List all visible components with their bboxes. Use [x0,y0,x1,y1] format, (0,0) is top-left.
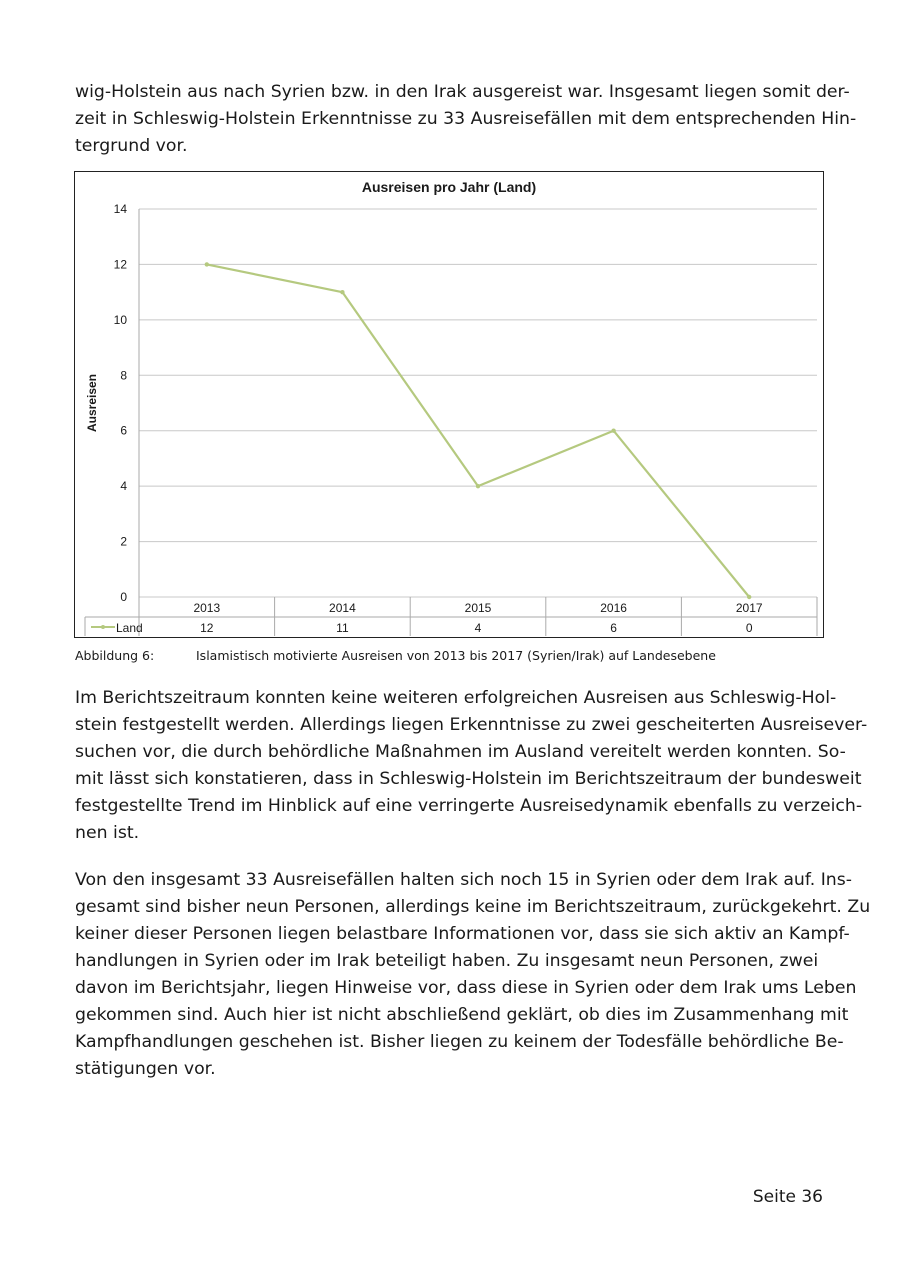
paragraph-line: stein festgestellt werden. Allerdings liegen Erkenntnisse zu zwei gescheiterten Ausreisever- [75,715,868,735]
data-table-value: 12 [200,621,214,635]
data-table-value: 11 [336,621,349,635]
x-tick-label: 2016 [600,601,627,615]
data-point [205,262,209,266]
paragraph-line: wig-Holstein aus nach Syrien bzw. in den Irak ausgereist war. Insgesamt liegen somit der- [75,82,850,102]
paragraph-berichtszeitraum [75,685,868,847]
y-tick-label: 0 [120,590,127,604]
chart-ausreisen-pro-jahr [74,171,824,638]
paragraph-line: Kampfhandlungen geschehen ist. Bisher liegen zu keinem der Todesfälle behördliche Be- [75,1032,844,1052]
x-tick-label: 2013 [193,601,221,615]
y-tick-label: 2 [120,534,127,549]
paragraph-line: Von den insgesamt 33 Ausreisefällen halten sich noch 15 in Syrien oder dem Irak auf. Ins- [75,870,852,890]
x-tick-label: 2014 [329,601,356,615]
y-tick-label: 14 [113,202,127,216]
figure-caption-label: Abbildung 6: [75,648,155,663]
data-table-value: 4 [474,621,482,635]
paragraph-line: davon im Berichtsjahr, liegen Hinweise vor, dass diese in Syrien oder dem Irak ums Leben [75,978,857,998]
paragraph-line: tergrund vor. [75,136,188,156]
line-chart [75,172,822,636]
paragraph-rueckkehrer [75,867,871,1083]
legend-marker-key [101,625,105,629]
data-point [747,595,751,599]
paragraph-line: stätigungen vor. [75,1059,216,1079]
chart-title: Ausreisen pro Jahr (Land) [361,179,537,195]
paragraph-line: Im Berichtszeitraum konnten keine weiteren erfolgreichen Ausreisen aus Schleswig-Hol- [75,688,837,708]
paragraph-line: nen ist. [75,823,140,843]
data-point [611,429,615,433]
x-tick-label: 2015 [464,601,492,615]
data-point [476,484,480,488]
y-tick-label: 6 [120,423,127,438]
paragraph-line: zeit in Schleswig-Holstein Erkenntnisse zu 33 Ausreisefällen mit dem entsprechenden Hin- [75,109,857,129]
paragraph-line: suchen vor, die durch behördliche Maßnahmen im Ausland vereitelt werden konnten. So- [75,742,846,762]
paragraph-line: keiner dieser Personen liegen belastbare Informationen vor, dass sie sich aktiv an Kampf- [75,924,850,944]
paragraph-line: gekommen sind. Auch hier ist nicht abschließend geklärt, ob dies im Zusammenhang mit [75,1005,849,1025]
y-tick-label: 10 [113,312,127,327]
page-number: Seite 36 [752,1187,823,1207]
y-tick-label: 12 [113,257,127,272]
paragraph-line: handlungen in Syrien oder im Irak beteiligt haben. Zu insgesamt neun Personen, zwei [75,951,819,971]
y-tick-label: 4 [120,479,127,494]
data-table-value: 0 [745,621,753,635]
legend-label: Land [116,621,143,635]
y-axis-label: Ausreisen [85,373,99,433]
figure-caption-text: Islamistisch motivierte Ausreisen von 2013 bis 2017 (Syrien/Irak) auf Landesebene [196,648,716,663]
x-tick-label: 2017 [735,601,763,615]
paragraph-line: gesamt sind bisher neun Personen, allerdings keine im Berichtszeitraum, zurückgekehrt. Zu [75,897,871,917]
paragraph-intro [75,79,857,160]
data-table-value: 6 [610,621,617,635]
data-point [340,290,344,294]
y-tick-label: 8 [120,368,127,383]
paragraph-line: mit lässt sich konstatieren, dass in Schleswig-Holstein im Berichtszeitraum der bundesweit [75,769,862,789]
paragraph-line: festgestellte Trend im Hinblick auf eine verringerte Ausreisedynamik ebenfalls zu verzeich- [75,796,863,816]
